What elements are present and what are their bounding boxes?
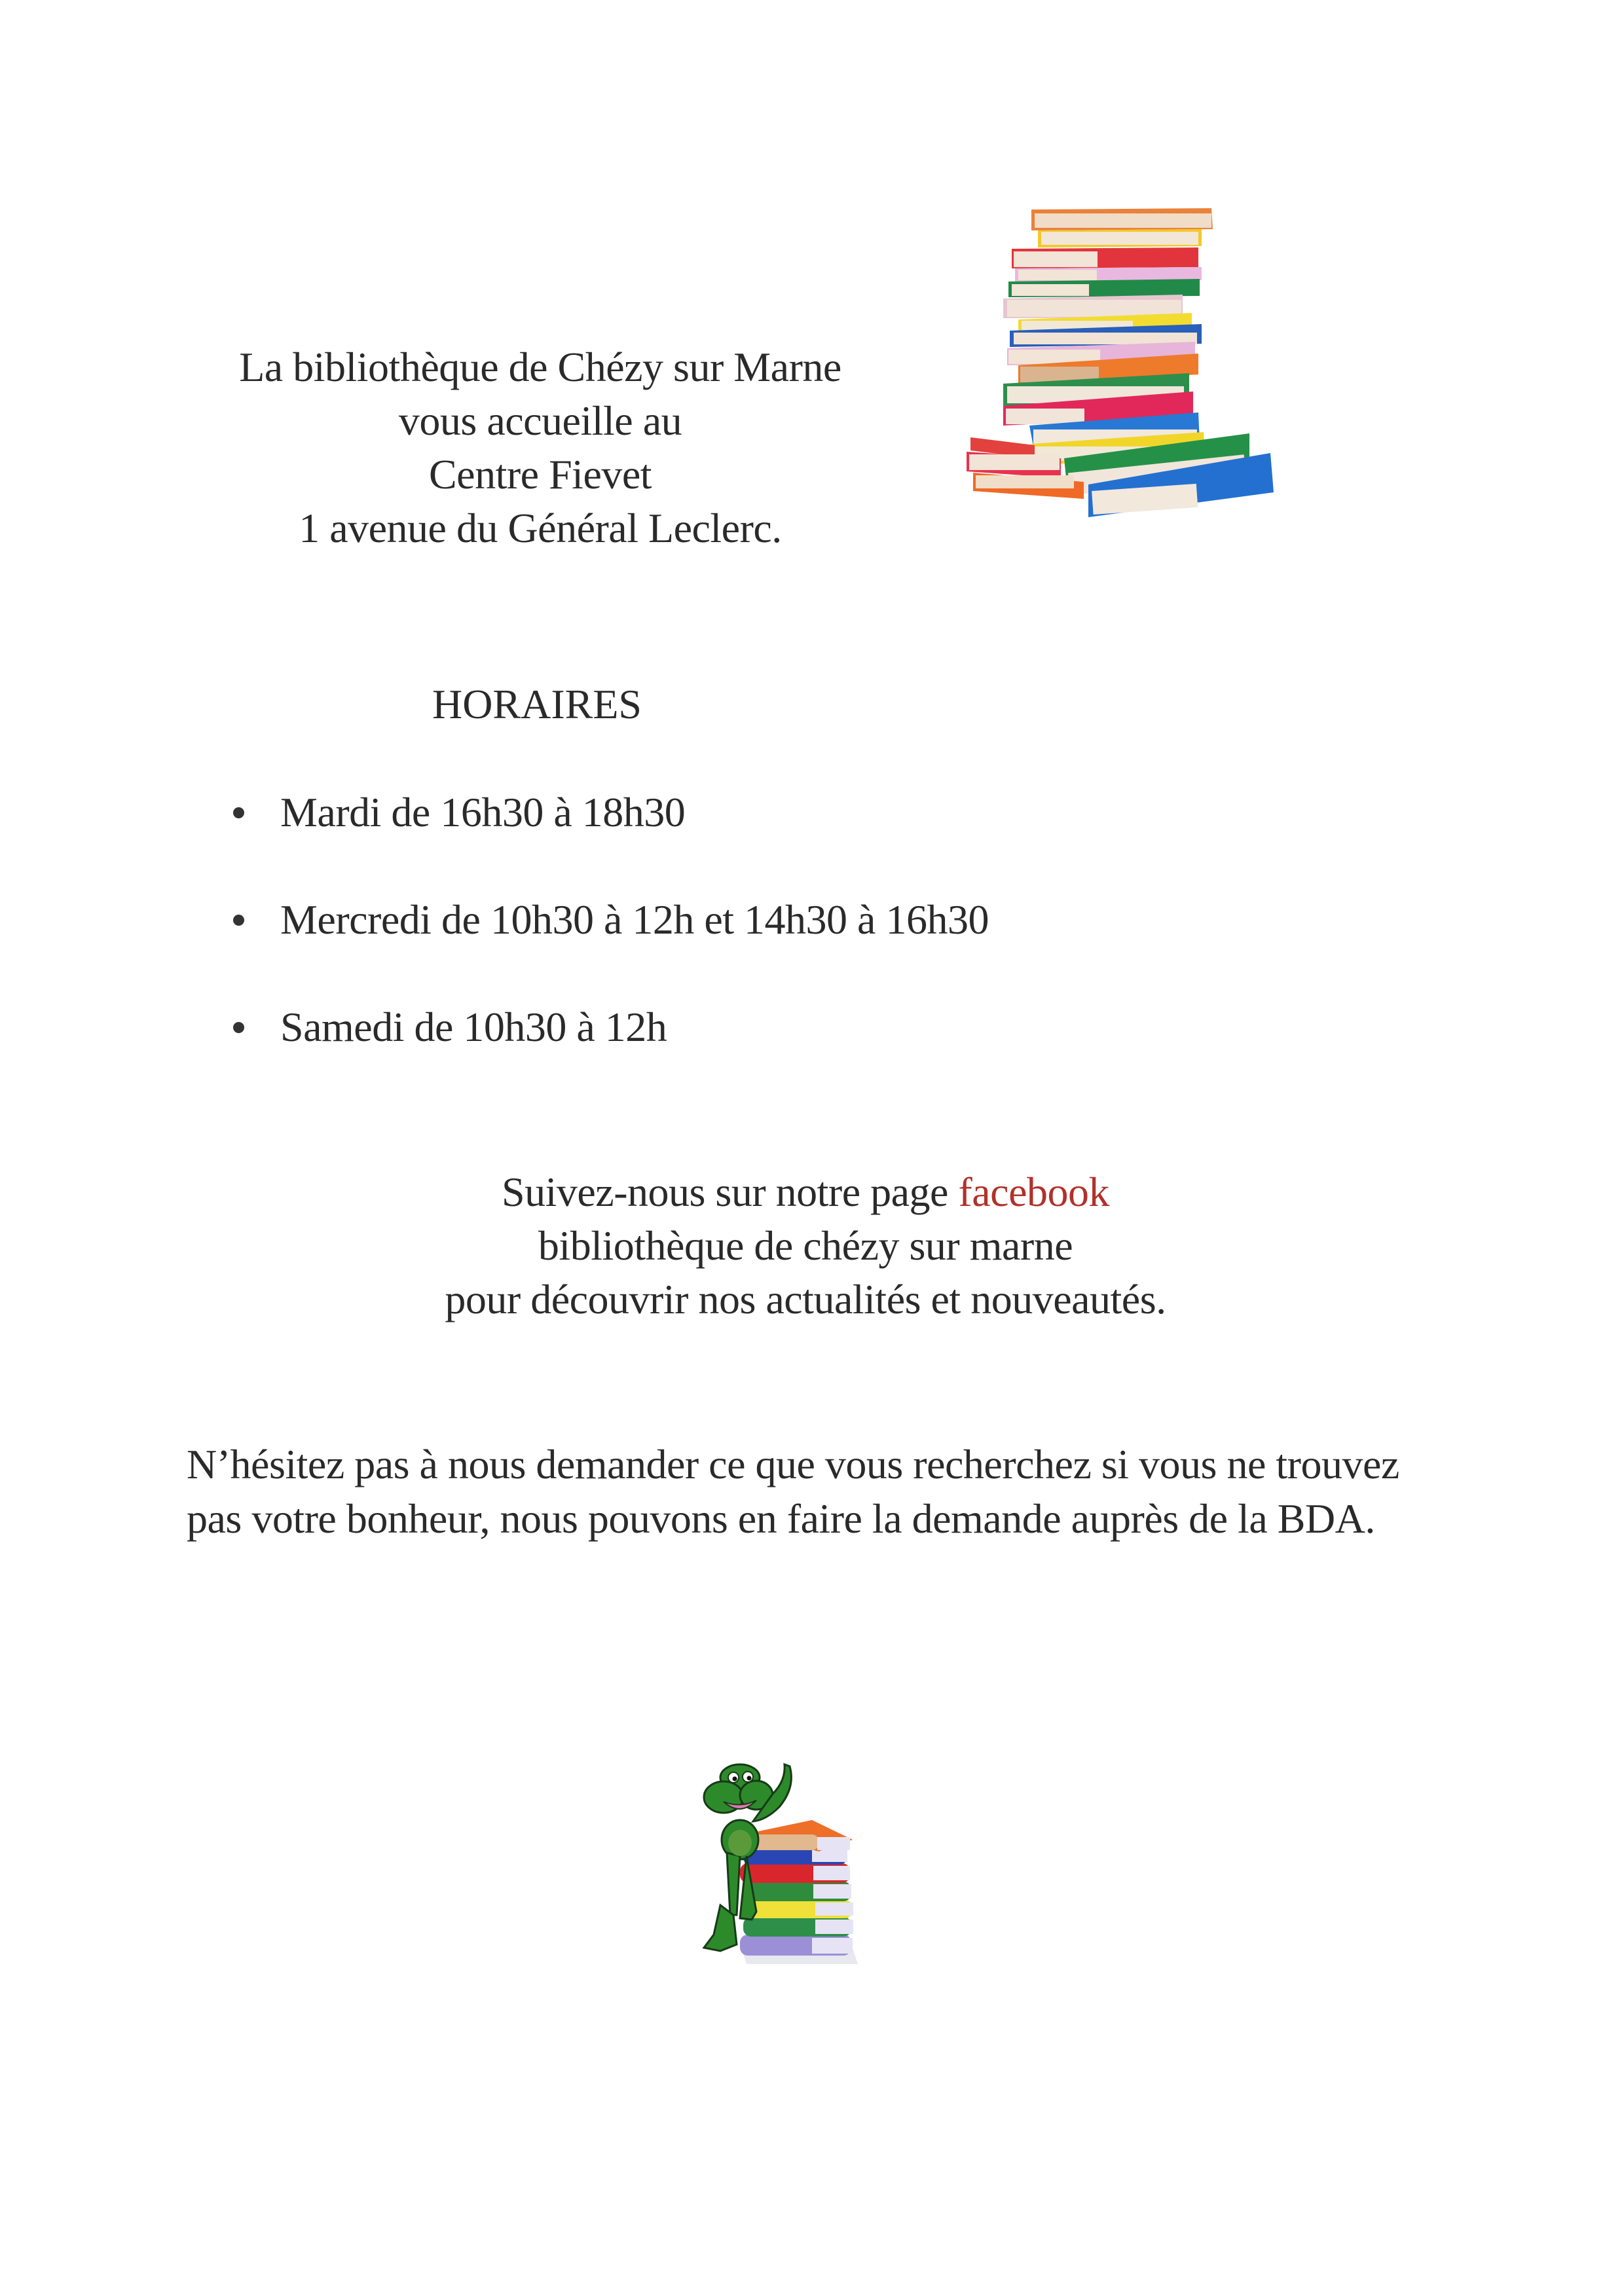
hours-item-text: Mercredi de 10h30 à 12h et 14h30 à 16h30 <box>280 896 989 943</box>
address-block <box>164 340 917 555</box>
address-line-welcome: vous accueille au <box>398 397 682 444</box>
hours-item-text: Mardi de 16h30 à 18h30 <box>280 789 686 835</box>
social-line-page-name: bibliothèque de chézy sur marne <box>538 1222 1073 1269</box>
bullet-icon <box>233 1022 244 1033</box>
hours-item-wednesday <box>223 893 989 947</box>
facebook-link[interactable]: facebook <box>958 1169 1109 1215</box>
social-follow-text: Suivez-nous sur notre page <box>502 1169 959 1215</box>
bullet-icon <box>233 807 244 818</box>
hours-item-tuesday <box>223 786 989 839</box>
address-line-centre: Centre Fievet <box>428 451 652 498</box>
social-line-follow <box>380 1165 1231 1219</box>
social-line-purpose: pour découvrir nos actualités et nouveautés. <box>445 1276 1166 1322</box>
hours-item-saturday <box>223 1000 989 1054</box>
frog-with-books-image <box>674 1748 871 1964</box>
hours-list <box>223 786 989 1108</box>
address-line-street: 1 avenue du Général Leclerc. <box>299 505 782 551</box>
hours-title: HORAIRES <box>432 681 642 727</box>
bullet-icon <box>233 915 244 926</box>
social-block <box>380 1165 1231 1326</box>
hours-item-text: Samedi de 10h30 à 12h <box>280 1004 667 1050</box>
books-stack-image <box>943 190 1428 727</box>
address-line-library: La bibliothèque de Chézy sur Marne <box>239 344 841 390</box>
request-note: N’hésitez pas à nous demander ce que vous recherchez si vous ne trouvez pas votre bonheur, nous pouvons en faire la demande auprès de la BDA. <box>187 1441 1399 1542</box>
